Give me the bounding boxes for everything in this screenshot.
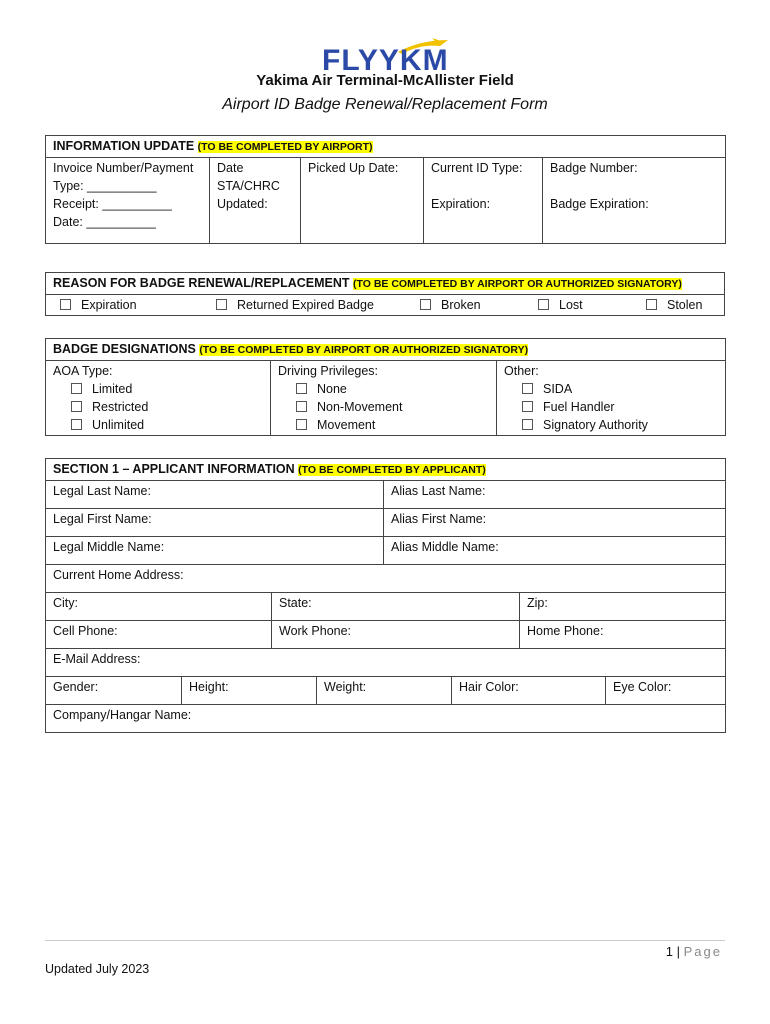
applicant-information-table	[45, 458, 726, 733]
city-field[interactable]: City:	[46, 593, 272, 621]
information-update-table	[45, 135, 726, 244]
email-field[interactable]: E-Mail Address:	[46, 649, 726, 677]
legal-last-name-field[interactable]: Legal Last Name:	[46, 481, 384, 509]
state-field[interactable]: State:	[272, 593, 520, 621]
designations-header: BADGE DESIGNATIONS (TO BE COMPLETED BY AIRPORT OR AUTHORIZED SIGNATORY)	[46, 339, 726, 361]
height-field[interactable]: Height:	[182, 677, 317, 705]
alias-middle-name-field[interactable]: Alias Middle Name:	[384, 537, 726, 565]
reason-header: REASON FOR BADGE RENEWAL/REPLACEMENT (TO BE COMPLETED BY AIRPORT OR AUTHORIZED SIGNATORY)	[46, 273, 725, 295]
badge-designations-table	[45, 338, 726, 436]
legal-middle-name-field[interactable]: Legal Middle Name:	[46, 537, 384, 565]
information-update-header: INFORMATION UPDATE (TO BE COMPLETED BY AIRPORT)	[46, 136, 726, 158]
aoa-type-cell: AOA Type: Limited Restricted Unlimited	[46, 361, 271, 436]
page-number: 1 | Page	[665, 944, 722, 959]
other-sida-checkbox[interactable]: SIDA	[504, 380, 718, 398]
reason-broken-checkbox[interactable]: Broken	[420, 296, 538, 314]
driving-none-checkbox[interactable]: None	[278, 380, 489, 398]
footer-divider	[45, 940, 725, 941]
driving-non-movement-checkbox[interactable]: Non-Movement	[278, 398, 489, 416]
alias-last-name-field[interactable]: Alias Last Name:	[384, 481, 726, 509]
invoice-cell[interactable]: Invoice Number/Payment Type: __________ Receipt: __________ Date: __________	[46, 158, 210, 244]
other-fuel-handler-checkbox[interactable]: Fuel Handler	[504, 398, 718, 416]
aoa-unlimited-checkbox[interactable]: Unlimited	[53, 416, 263, 434]
driving-movement-checkbox[interactable]: Movement	[278, 416, 489, 434]
airport-only-note: (TO BE COMPLETED BY AIRPORT)	[197, 141, 373, 153]
applicant-header: SECTION 1 – APPLICANT INFORMATION (TO BE COMPLETED BY APPLICANT)	[46, 459, 726, 481]
home-address-field[interactable]: Current Home Address:	[46, 565, 726, 593]
form-title: Yakima Air Terminal-McAllister Field	[256, 72, 514, 89]
reason-expiration-checkbox[interactable]: Expiration	[60, 296, 216, 314]
sta-chrc-date-cell[interactable]: Date STA/CHRC Updated:	[210, 158, 301, 244]
aoa-restricted-checkbox[interactable]: Restricted	[53, 398, 263, 416]
other-designation-cell: Other: SIDA Fuel Handler Signatory Authority	[497, 361, 726, 436]
reason-returned-expired-checkbox[interactable]: Returned Expired Badge	[216, 296, 420, 314]
reason-table	[45, 272, 725, 316]
driving-privileges-cell: Driving Privileges: None Non-Movement Movement	[271, 361, 497, 436]
gender-field[interactable]: Gender:	[46, 677, 182, 705]
flyykm-logo	[320, 38, 450, 72]
company-hangar-field[interactable]: Company/Hangar Name:	[46, 705, 726, 733]
eye-color-field[interactable]: Eye Color:	[606, 677, 726, 705]
legal-first-name-field[interactable]: Legal First Name:	[46, 509, 384, 537]
updated-date: Updated July 2023	[45, 962, 150, 976]
current-id-cell[interactable]: Current ID Type: Expiration:	[424, 158, 543, 244]
weight-field[interactable]: Weight:	[317, 677, 452, 705]
picked-up-date-cell[interactable]: Picked Up Date:	[301, 158, 424, 244]
hair-color-field[interactable]: Hair Color:	[452, 677, 606, 705]
home-phone-field[interactable]: Home Phone:	[520, 621, 726, 649]
zip-field[interactable]: Zip:	[520, 593, 726, 621]
reason-stolen-checkbox[interactable]: Stolen	[646, 296, 702, 314]
other-signatory-checkbox[interactable]: Signatory Authority	[504, 416, 718, 434]
work-phone-field[interactable]: Work Phone:	[272, 621, 520, 649]
reason-lost-checkbox[interactable]: Lost	[538, 296, 646, 314]
badge-number-cell[interactable]: Badge Number: Badge Expiration:	[543, 158, 726, 244]
alias-first-name-field[interactable]: Alias First Name:	[384, 509, 726, 537]
aoa-limited-checkbox[interactable]: Limited	[53, 380, 263, 398]
svg-text:FLYYKM: FLYYKM	[322, 44, 449, 72]
cell-phone-field[interactable]: Cell Phone:	[46, 621, 272, 649]
form-subtitle: Airport ID Badge Renewal/Replacement Form	[222, 96, 548, 113]
